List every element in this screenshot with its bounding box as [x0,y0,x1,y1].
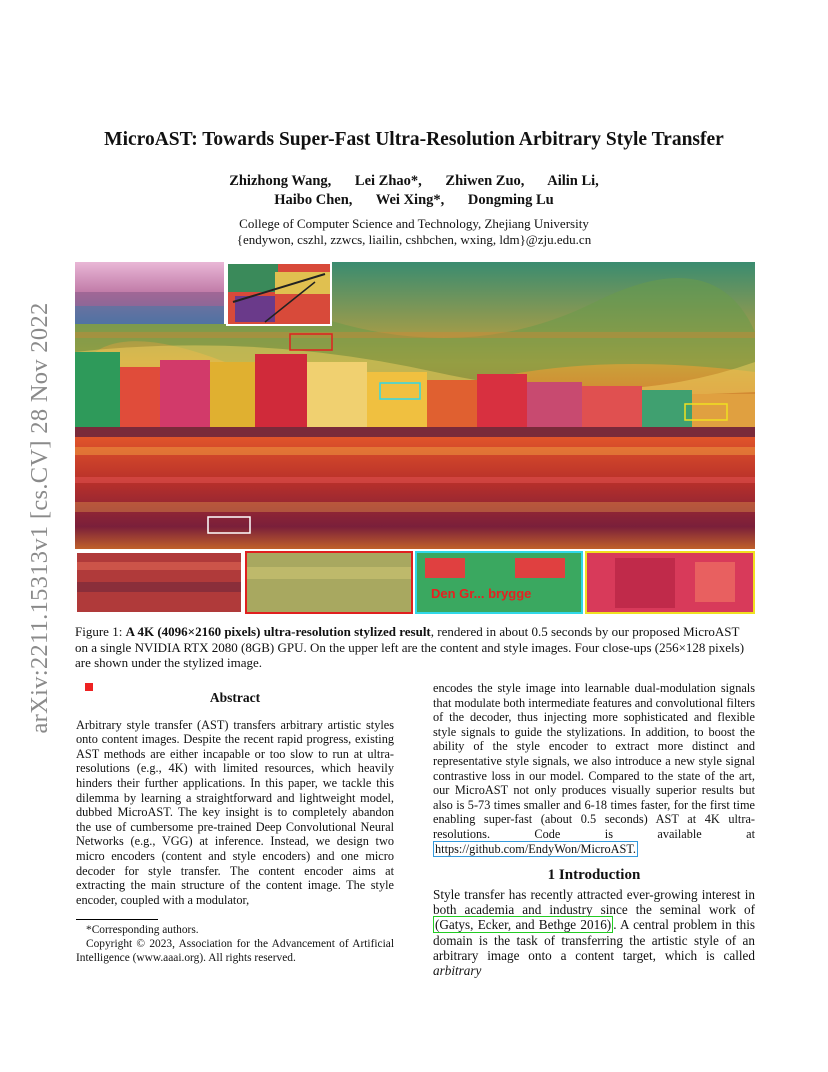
code-link[interactable]: https://github.com/EndyWon/MicroAST. [435,841,636,856]
content-image [75,262,226,324]
authors-line-1 [0,173,828,190]
figure-caption [75,624,755,671]
affiliation: College of Computer Science and Technology, Zhejiang University [239,216,589,231]
author-3: Zhiwen Zuo, [445,173,525,189]
author-emails: {endywon, cszhl, zzwcs, liailin, cshbchen, wxing, ldm}@zju.edu.cn [236,232,592,247]
footnote-rule [76,919,158,920]
closeup-1 [75,551,243,614]
citation-gatys[interactable]: (Gatys, Ecker, and Bethge 2016) [435,917,612,933]
left-column [76,691,394,965]
paper-title: MicroAST: Towards Super-Fast Ultra-Resolution Arbitrary Style Transfer [104,129,724,150]
author-2: Lei Zhao*, [354,173,422,189]
annotation-marker [85,683,93,691]
author-4: Ailin Li, [547,173,599,189]
style-image [226,262,332,326]
caption-rest: , rendered in about 0.5 seconds by our proposed MicroAST on a single NVIDIA RTX 2080 (8GB) GPU. On the upper left are the content and style images. Four close-ups (256×128 pixels) are shown under the stylized image. [75,624,745,670]
figure-1 [75,262,755,616]
closeup-sign-text: Den Gr... brygge [431,586,532,601]
abstract-text-part1: Arbitrary style transfer (AST) transfers arbitrary artistic styles onto content images. Despite the recent rapid progress, existing AST methods are either incapable or too slow to run at ultra-resolutions (e.g., 4K) with limited resources, which heavily hinders their further applications. In this paper, we tackle this dilemma by learning a straightforward and lightweight model, dubbed MicroAST. The key insight is to completely abandon the use of cumbersome pre-trained Deep Convolutional Neural Networks (e.g., VGG) at inference. Instead, we design two micro encoders (content and style encoders) and one micro decoder for style transfer. The content encoder aims at extracting the main structure of the content image. The style encoder, coupled with a modulator, [76,717,394,907]
author-5: Haibo Chen, [274,192,353,208]
closeup-3 [415,551,583,614]
intro-text-italic: arbitrary [433,963,482,979]
caption-bold: A 4K (4096×2160 pixels) ultra-resolution stylized result [125,624,431,639]
intro-text-before: Style transfer has recently attracted ever-growing interest in both academia and industry since the seminal work of [433,886,755,918]
caption-prefix: Figure 1: [75,624,126,639]
abstract-text-part2 [433,681,755,856]
closeup-4 [585,551,755,614]
introduction-text [433,887,755,979]
right-column [433,681,755,979]
abstract-text-part2-body: encodes the style image into learnable dual-modulation signals that modulate both intermediate features and convolutional filters of the decoder, thus injecting more sophisticated and flexible style signals to guide the stylizations. In addition, to boost the ability of the style encoder to extract more distinct and representative style signals, we also introduce a new style signal contrastive loss in our model. Compared to the state of the art, our MicroAST not only produces visually superior results but also is 5-73 times smaller and 6-18 times faster, for the first time enabling super-fast (about 0.5 seconds) AST at 4K ultra-resolutions. Code is available at [433,681,756,841]
author-7: Dongming Lu [467,192,554,208]
arxiv-stamp-text: arXiv:2211.15313v1 [cs.CV] 28 Nov 2022 [26,302,53,734]
arxiv-stamp [20,278,60,758]
authors-line-2 [0,192,828,209]
closeup-2 [245,551,413,614]
footnote-copyright: Copyright © 2023, Association for the Advancement of Artificial Intelligence (www.aaai.org). All rights reserved. [76,937,394,964]
intro-text-after: . A central problem in this domain is the task of transferring the artistic style of an arbitrary image onto a content target, which is called [433,917,755,963]
author-6: Wei Xing*, [375,192,445,208]
author-1: Zhizhong Wang, [229,173,332,189]
abstract-heading: Abstract [209,690,261,705]
footnote-corresponding: *Corresponding authors. [86,924,199,937]
introduction-heading: 1 Introduction [547,867,641,884]
